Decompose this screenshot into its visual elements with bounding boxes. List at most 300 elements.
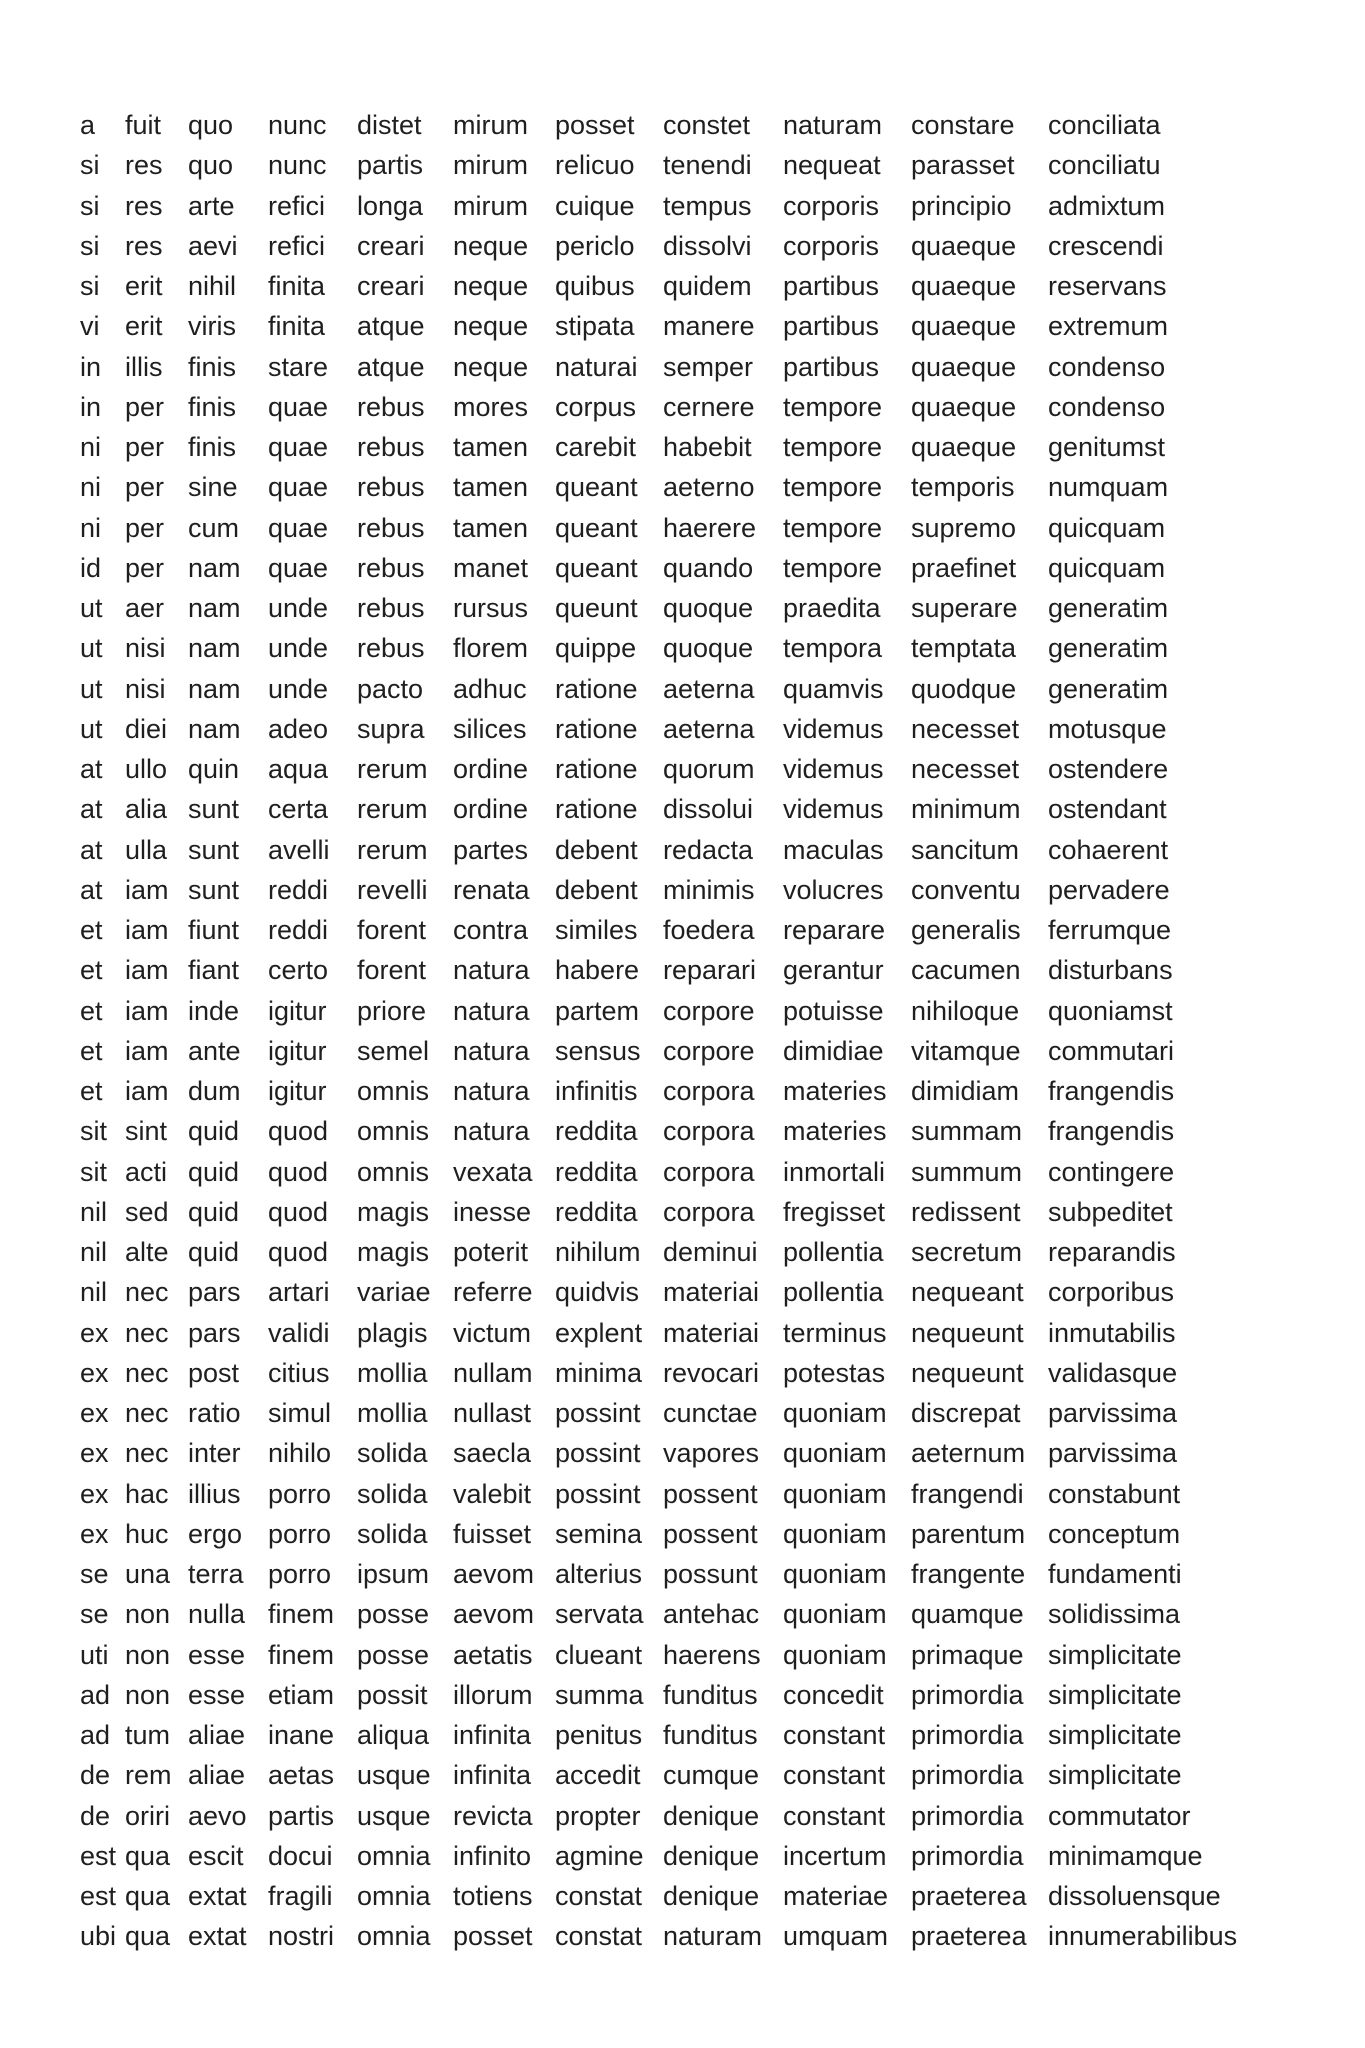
- word-cell: possent: [663, 1518, 758, 1549]
- word-cell: penitus: [555, 1720, 643, 1750]
- word-cell: alte: [125, 1237, 169, 1267]
- word-cell: conceptum: [1048, 1518, 1181, 1549]
- word-cell: minimum: [911, 794, 1021, 825]
- word-cell: validi: [268, 1317, 330, 1348]
- word-cell: omnis: [357, 1156, 430, 1187]
- word-cell: neque: [453, 351, 529, 382]
- word-cell: stipata: [555, 311, 635, 342]
- word-cell: carebit: [555, 432, 637, 462]
- table-row: [80, 1111, 1268, 1151]
- table-row: [80, 1594, 1268, 1634]
- word-cell: huc: [125, 1518, 169, 1549]
- table-row: [80, 910, 1268, 950]
- table-row: [80, 1272, 1268, 1312]
- word-cell: volucres: [783, 874, 884, 905]
- word-cell: corpora: [663, 1076, 755, 1106]
- word-cell: dimidiam: [911, 1076, 1020, 1106]
- word-cell: igitur: [268, 1076, 327, 1106]
- word-cell: concedit: [783, 1679, 884, 1710]
- word-cell: aeterna: [663, 673, 755, 704]
- table-row: [80, 105, 1268, 145]
- word-cell: generatim: [1048, 593, 1169, 623]
- word-cell: at: [80, 794, 103, 825]
- word-cell: fundamenti: [1048, 1559, 1182, 1589]
- word-cell: infinita: [453, 1720, 532, 1750]
- word-cell: primordia: [911, 1760, 1024, 1791]
- word-cell: quaeque: [911, 230, 1017, 261]
- word-cell: maculas: [783, 834, 884, 865]
- word-cell: nostri: [268, 1921, 335, 1952]
- word-cell: porro: [268, 1518, 332, 1549]
- word-cell: inane: [268, 1720, 335, 1750]
- word-cell: arte: [188, 190, 235, 221]
- word-cell: neque: [453, 311, 529, 342]
- word-cell: longa: [357, 190, 424, 221]
- word-cell: omnia: [357, 1921, 431, 1952]
- word-cell: crescendi: [1048, 230, 1164, 261]
- table-row: [80, 508, 1268, 548]
- word-cell: similes: [555, 915, 638, 945]
- table-row: [80, 467, 1268, 507]
- word-cell: rebus: [357, 552, 425, 583]
- word-cell: rebus: [357, 391, 425, 422]
- word-cell: funditus: [663, 1679, 758, 1710]
- word-cell: deminui: [663, 1237, 758, 1267]
- word-cell: vitamque: [911, 1035, 1021, 1066]
- word-cell: cumque: [663, 1760, 760, 1791]
- word-cell: queant: [555, 512, 638, 543]
- word-cell: revicta: [453, 1800, 533, 1831]
- word-cell: cohaerent: [1048, 834, 1169, 865]
- word-cell: mollia: [357, 1357, 428, 1388]
- word-cell: quoniam: [783, 1599, 887, 1630]
- word-cell: quoniam: [783, 1639, 887, 1670]
- table-row: [80, 548, 1268, 588]
- word-cell: posse: [357, 1639, 430, 1670]
- word-cell: possint: [555, 1438, 641, 1469]
- word-cell: quoniam: [783, 1518, 887, 1549]
- word-cell: parentum: [911, 1518, 1026, 1549]
- word-cell: mollia: [357, 1398, 428, 1428]
- word-cell: docui: [268, 1840, 333, 1871]
- word-cell: aevo: [188, 1800, 247, 1831]
- word-cell: si: [80, 230, 100, 261]
- word-cell: iam: [125, 1076, 169, 1106]
- word-cell: ut: [80, 673, 103, 704]
- word-cell: totiens: [453, 1881, 533, 1911]
- word-cell: ratione: [555, 713, 638, 744]
- word-cell: corpore: [663, 995, 755, 1026]
- word-cell: est: [80, 1881, 117, 1911]
- word-cell: haerere: [663, 512, 757, 543]
- word-cell: quod: [268, 1196, 329, 1227]
- word-cell: rebus: [357, 512, 425, 543]
- word-cell: et: [80, 1035, 103, 1066]
- word-cell: reddi: [268, 915, 329, 945]
- word-cell: corpora: [663, 1196, 755, 1227]
- word-cell: quando: [663, 552, 754, 583]
- word-table: [80, 105, 1268, 1957]
- word-cell: antehac: [663, 1599, 760, 1630]
- word-cell: quoque: [663, 633, 754, 664]
- word-cell: solida: [357, 1518, 428, 1549]
- word-cell: per: [125, 472, 165, 503]
- word-cell: dissolui: [663, 794, 754, 825]
- word-cell: atque: [357, 311, 425, 342]
- word-cell: nam: [188, 593, 241, 623]
- word-cell: partes: [453, 834, 529, 865]
- word-cell: erit: [125, 271, 163, 301]
- word-cell: quippe: [555, 633, 637, 664]
- word-cell: tempore: [783, 512, 883, 543]
- word-cell: constant: [783, 1800, 886, 1831]
- word-cell: distet: [357, 110, 422, 140]
- word-cell: pollentia: [783, 1237, 884, 1267]
- word-cell: praefinet: [911, 552, 1017, 583]
- word-cell: ulla: [125, 834, 168, 865]
- word-cell: quaeque: [911, 311, 1017, 342]
- word-cell: igitur: [268, 1035, 327, 1066]
- word-cell: simul: [268, 1398, 332, 1428]
- word-cell: sed: [125, 1196, 169, 1227]
- word-cell: aevom: [453, 1599, 535, 1630]
- word-cell: quo: [188, 110, 234, 140]
- word-cell: citius: [268, 1357, 330, 1388]
- word-cell: alterius: [555, 1559, 643, 1589]
- table-row: [80, 991, 1268, 1031]
- word-cell: posse: [357, 1599, 430, 1630]
- word-cell: res: [125, 190, 163, 221]
- word-cell: rebus: [357, 472, 425, 503]
- word-cell: quorum: [663, 754, 755, 784]
- word-cell: manet: [453, 552, 529, 583]
- word-cell: aliae: [188, 1720, 246, 1750]
- word-cell: partis: [357, 150, 424, 181]
- word-cell: quaeque: [911, 391, 1017, 422]
- word-cell: reddita: [555, 1196, 638, 1227]
- word-cell: finita: [268, 271, 326, 301]
- word-cell: funditus: [663, 1720, 758, 1750]
- word-cell: frangendis: [1048, 1116, 1175, 1147]
- word-cell: vexata: [453, 1156, 533, 1187]
- word-cell: quid: [188, 1116, 240, 1147]
- word-cell: pollentia: [783, 1277, 884, 1308]
- table-row: [80, 1313, 1268, 1353]
- word-cell: partibus: [783, 351, 880, 382]
- word-cell: sine: [188, 472, 238, 503]
- word-cell: queant: [555, 552, 638, 583]
- word-cell: rerum: [357, 754, 428, 784]
- word-cell: neque: [453, 271, 529, 301]
- word-cell: corpore: [663, 1035, 755, 1066]
- word-cell: finem: [268, 1639, 335, 1670]
- word-cell: adhuc: [453, 673, 527, 704]
- word-cell: corporibus: [1048, 1277, 1175, 1308]
- word-cell: principio: [911, 190, 1012, 221]
- word-cell: aetatis: [453, 1639, 533, 1670]
- word-cell: parvissima: [1048, 1398, 1178, 1428]
- word-cell: iam: [125, 915, 169, 945]
- word-cell: quoniam: [783, 1398, 887, 1428]
- word-cell: tamen: [453, 472, 529, 503]
- word-cell: refici: [268, 190, 326, 221]
- word-cell: innumerabilibus: [1048, 1921, 1238, 1952]
- word-cell: materiae: [783, 1881, 889, 1911]
- table-row: [80, 789, 1268, 829]
- word-cell: porro: [268, 1559, 332, 1589]
- word-cell: nec: [125, 1277, 169, 1308]
- word-cell: quid: [188, 1196, 240, 1227]
- word-cell: minimis: [663, 874, 755, 905]
- word-cell: iam: [125, 874, 169, 905]
- word-cell: gerantur: [783, 955, 884, 986]
- word-cell: nequeat: [783, 150, 881, 181]
- word-cell: sit: [80, 1156, 107, 1187]
- table-row: [80, 588, 1268, 628]
- word-cell: ratione: [555, 754, 638, 784]
- word-cell: aeterna: [663, 713, 755, 744]
- word-cell: infinitis: [555, 1076, 638, 1106]
- word-cell: potestas: [783, 1357, 886, 1388]
- word-cell: naturam: [783, 110, 883, 140]
- word-cell: quodque: [911, 673, 1017, 704]
- word-cell: conciliata: [1048, 110, 1161, 140]
- word-cell: ad: [80, 1720, 111, 1750]
- word-cell: in: [80, 391, 102, 422]
- word-cell: ex: [80, 1478, 109, 1509]
- table-row: [80, 226, 1268, 266]
- table-row: [80, 1393, 1268, 1433]
- word-cell: supra: [357, 713, 425, 744]
- word-cell: semina: [555, 1518, 643, 1549]
- word-cell: dimidiae: [783, 1035, 884, 1066]
- word-cell: condenso: [1048, 391, 1166, 422]
- word-cell: per: [125, 512, 165, 543]
- word-cell: aeterno: [663, 472, 755, 503]
- word-cell: de: [80, 1800, 111, 1831]
- word-cell: aevi: [188, 230, 238, 261]
- word-cell: omnis: [357, 1116, 430, 1147]
- word-cell: fiunt: [188, 915, 240, 945]
- word-cell: illis: [125, 351, 163, 382]
- word-cell: possint: [555, 1478, 641, 1509]
- word-cell: condenso: [1048, 351, 1166, 382]
- word-cell: post: [188, 1357, 240, 1388]
- word-cell: minima: [555, 1357, 643, 1388]
- word-cell: rem: [125, 1760, 172, 1791]
- word-cell: uti: [80, 1639, 109, 1670]
- word-cell: necesset: [911, 754, 1020, 784]
- word-cell: quae: [268, 432, 329, 462]
- word-cell: rebus: [357, 633, 425, 664]
- word-cell: quidvis: [555, 1277, 640, 1308]
- word-cell: praedita: [783, 593, 881, 623]
- word-cell: ut: [80, 633, 103, 664]
- word-cell: quae: [268, 391, 329, 422]
- word-cell: tempore: [783, 552, 883, 583]
- word-cell: magis: [357, 1237, 430, 1267]
- word-cell: quamvis: [783, 673, 884, 704]
- word-cell: una: [125, 1559, 171, 1589]
- word-cell: adeo: [268, 713, 329, 744]
- word-cell: semper: [663, 351, 754, 382]
- word-cell: nihilum: [555, 1237, 641, 1267]
- word-cell: finem: [268, 1599, 335, 1630]
- word-cell: cunctae: [663, 1398, 758, 1428]
- word-cell: possent: [663, 1478, 758, 1509]
- word-cell: nil: [80, 1277, 108, 1308]
- word-cell: unde: [268, 673, 329, 704]
- word-cell: iam: [125, 1035, 169, 1066]
- word-cell: ex: [80, 1398, 109, 1428]
- word-cell: temporis: [911, 472, 1015, 503]
- word-cell: res: [125, 150, 163, 181]
- table-row: [80, 669, 1268, 709]
- word-cell: sunt: [188, 794, 240, 825]
- word-cell: nec: [125, 1357, 169, 1388]
- word-cell: infinito: [453, 1840, 532, 1871]
- word-cell: aeternum: [911, 1438, 1026, 1469]
- word-cell: finis: [188, 432, 237, 462]
- word-cell: ex: [80, 1518, 109, 1549]
- word-cell: generatim: [1048, 633, 1169, 664]
- word-cell: quoque: [663, 593, 754, 623]
- word-cell: cuique: [555, 190, 635, 221]
- word-cell: ratio: [188, 1398, 241, 1428]
- word-cell: unde: [268, 633, 329, 664]
- word-cell: extat: [188, 1881, 247, 1911]
- table-row: [80, 427, 1268, 467]
- word-cell: videmus: [783, 713, 884, 744]
- word-cell: umquam: [783, 1921, 889, 1952]
- word-cell: servata: [555, 1599, 644, 1630]
- word-cell: creari: [357, 230, 425, 261]
- word-cell: esse: [188, 1639, 246, 1670]
- word-cell: constat: [555, 1881, 643, 1911]
- word-cell: in: [80, 351, 102, 382]
- word-cell: solida: [357, 1438, 428, 1469]
- word-cell: nihil: [188, 271, 237, 301]
- word-cell: cernere: [663, 391, 755, 422]
- word-cell: dissolvi: [663, 230, 752, 261]
- word-cell: tenendi: [663, 150, 752, 181]
- word-cell: supremo: [911, 512, 1017, 543]
- word-cell: hac: [125, 1478, 169, 1509]
- word-cell: creari: [357, 271, 425, 301]
- word-cell: denique: [663, 1800, 760, 1831]
- word-cell: fuit: [125, 110, 162, 140]
- word-cell: quod: [268, 1237, 329, 1267]
- word-cell: avelli: [268, 834, 330, 865]
- word-cell: periclo: [555, 230, 635, 261]
- word-cell: pars: [188, 1277, 241, 1308]
- word-cell: ratione: [555, 794, 638, 825]
- word-cell: nihilo: [268, 1438, 332, 1469]
- word-cell: materiai: [663, 1277, 760, 1308]
- word-cell: ex: [80, 1357, 109, 1388]
- word-cell: superare: [911, 593, 1018, 623]
- word-cell: qua: [125, 1840, 171, 1871]
- word-cell: quae: [268, 512, 329, 543]
- table-row: [80, 266, 1268, 306]
- word-cell: quod: [268, 1156, 329, 1187]
- word-cell: extremum: [1048, 311, 1169, 342]
- word-cell: quicquam: [1048, 512, 1166, 543]
- word-cell: generatim: [1048, 673, 1169, 704]
- word-cell: corporis: [783, 230, 880, 261]
- word-cell: vi: [80, 311, 100, 342]
- table-row: [80, 830, 1268, 870]
- word-cell: primaque: [911, 1639, 1024, 1670]
- word-cell: se: [80, 1559, 109, 1589]
- table-row: [80, 1554, 1268, 1594]
- word-cell: fragili: [268, 1881, 333, 1911]
- word-cell: primordia: [911, 1679, 1024, 1710]
- word-cell: at: [80, 754, 103, 784]
- word-cell: subpeditet: [1048, 1196, 1173, 1227]
- table-row: [80, 306, 1268, 346]
- word-cell: nec: [125, 1438, 169, 1469]
- word-cell: at: [80, 834, 103, 865]
- word-cell: partis: [268, 1800, 335, 1831]
- word-cell: alia: [125, 794, 168, 825]
- word-cell: partem: [555, 995, 640, 1026]
- word-cell: quoniam: [783, 1559, 887, 1589]
- word-cell: constat: [555, 1921, 643, 1952]
- word-cell: corporis: [783, 190, 880, 221]
- table-row: [80, 1474, 1268, 1514]
- word-cell: posset: [555, 110, 635, 140]
- word-cell: at: [80, 874, 103, 905]
- word-cell: secretum: [911, 1237, 1023, 1267]
- word-cell: iam: [125, 955, 169, 986]
- word-cell: iam: [125, 995, 169, 1026]
- word-cell: nullam: [453, 1357, 533, 1388]
- word-cell: neque: [453, 230, 529, 261]
- word-cell: quoniamst: [1048, 995, 1173, 1026]
- word-cell: qua: [125, 1921, 171, 1952]
- word-cell: quoniam: [783, 1438, 887, 1469]
- table-row: [80, 1715, 1268, 1755]
- word-cell: aliqua: [357, 1720, 430, 1750]
- word-cell: sit: [80, 1116, 107, 1147]
- word-cell: parvissima: [1048, 1438, 1178, 1469]
- word-cell: naturai: [555, 351, 638, 382]
- word-cell: saecla: [453, 1438, 532, 1469]
- word-cell: vapores: [663, 1438, 760, 1469]
- table-row: [80, 1876, 1268, 1916]
- word-cell: escit: [188, 1840, 244, 1871]
- word-cell: nihiloque: [911, 995, 1020, 1026]
- word-cell: materiai: [663, 1317, 760, 1348]
- word-cell: quamque: [911, 1599, 1024, 1630]
- word-cell: aliae: [188, 1760, 246, 1791]
- word-cell: referre: [453, 1277, 533, 1308]
- word-cell: nequeunt: [911, 1357, 1024, 1388]
- word-cell: id: [80, 552, 102, 583]
- word-cell: pars: [188, 1317, 241, 1348]
- word-cell: natura: [453, 1035, 530, 1066]
- word-cell: denique: [663, 1881, 760, 1911]
- word-cell: illorum: [453, 1679, 533, 1710]
- word-cell: rursus: [453, 593, 529, 623]
- word-cell: minimamque: [1048, 1840, 1203, 1871]
- word-cell: queant: [555, 472, 638, 503]
- word-cell: frangendis: [1048, 1076, 1175, 1106]
- word-cell: possunt: [663, 1559, 758, 1589]
- word-cell: mores: [453, 391, 529, 422]
- word-cell: nequeant: [911, 1277, 1024, 1308]
